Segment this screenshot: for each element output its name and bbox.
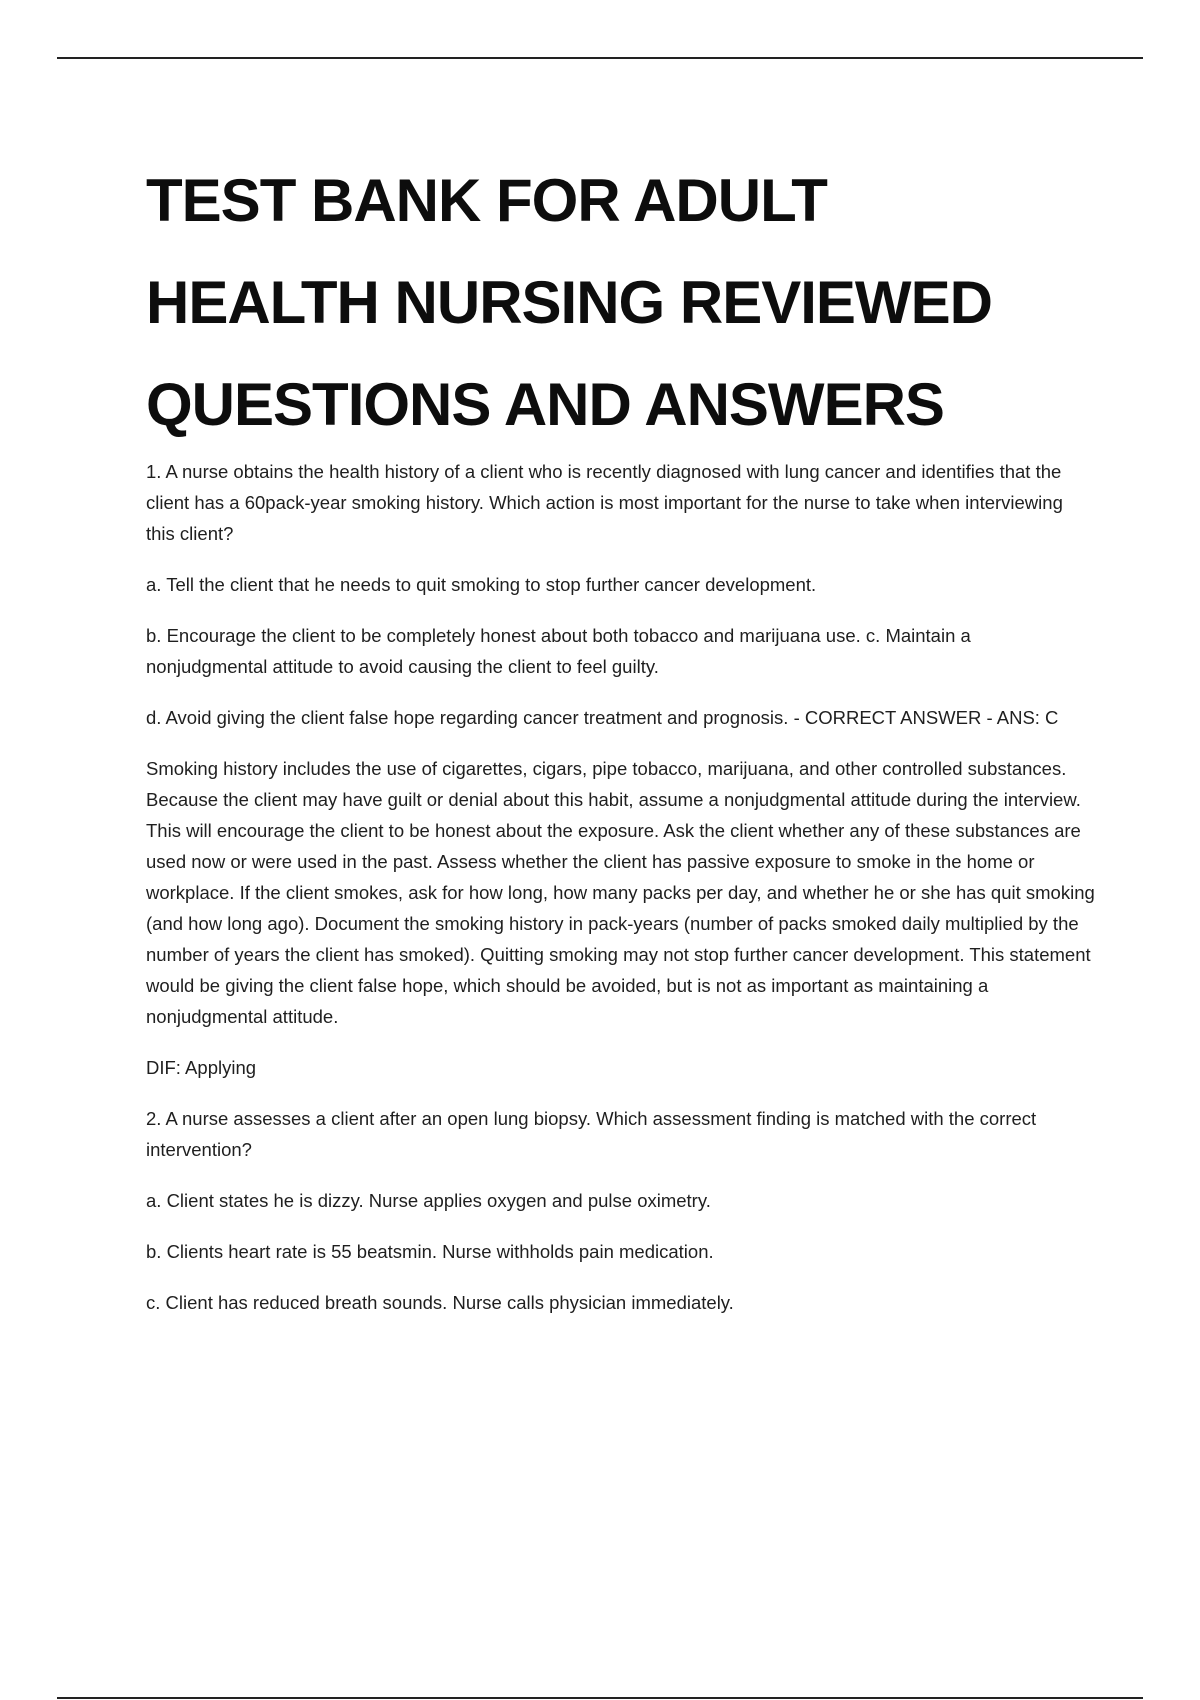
question-1-rationale: Smoking history includes the use of cigarettes, cigars, pipe tobacco, marijuana, and other controlled substances. Because the client may have guilt or denial about this habit, assume a nonjudgmental attitude during the interview. This will encourage the client to be honest about the exposure. Ask the client whether any of these substances are used now or were used in the past. Assess whether the client has passive exposure to smoke in the home or workplace. If the client smokes, ask for how long, how many packs per day, and whether he or she has quit smoking (and how long ago). Document the smoking history in pack-years (number of packs smoked daily multiplied by the number of years the client has smoked). Quitting smoking may not stop further cancer development. This statement would be giving the client false hope, which should be avoided, but is not as important as maintaining a nonjudgmental attitude. [146,758,1095,1027]
question-2 [146,1103,1096,1318]
title-line-1: TEST BANK FOR ADULT [146,167,827,234]
document-title [146,150,1096,456]
document-body [146,150,1096,1338]
title-line-3: QUESTIONS AND ANSWERS [146,371,944,438]
question-2-option-a: a. Client states he is dizzy. Nurse applies oxygen and pulse oximetry. [146,1190,711,1211]
bottom-rule [57,1697,1143,1699]
question-2-stem: 2. A nurse assesses a client after an open lung biopsy. Which assessment finding is matched with the correct intervention? [146,1108,1037,1160]
question-2-option-c: c. Client has reduced breath sounds. Nurse calls physician immediately. [146,1292,734,1313]
question-1-stem: 1. A nurse obtains the health history of a client who is recently diagnosed with lung cancer and identifies that the client has a 60pack-year smoking history. Which action is most important for the nurse to take when interviewing this client? [146,461,1063,544]
question-2-option-b: b. Clients heart rate is 55 beatsmin. Nurse withholds pain medication. [146,1241,714,1262]
question-1-option-d-answer: d. Avoid giving the client false hope regarding cancer treatment and prognosis. - CORRECT ANSWER - ANS: C [146,707,1059,728]
title-line-2: HEALTH NURSING REVIEWED [146,269,992,336]
question-1-option-b-c: b. Encourage the client to be completely honest about both tobacco and marijuana use. c. Maintain a nonjudgmental attitude to avoid causing the client to feel guilty. [146,625,971,677]
question-1-difficulty: DIF: Applying [146,1057,257,1078]
top-rule [57,57,1143,59]
question-1-option-a: a. Tell the client that he needs to quit smoking to stop further cancer development. [146,574,817,595]
question-1 [146,456,1096,1083]
